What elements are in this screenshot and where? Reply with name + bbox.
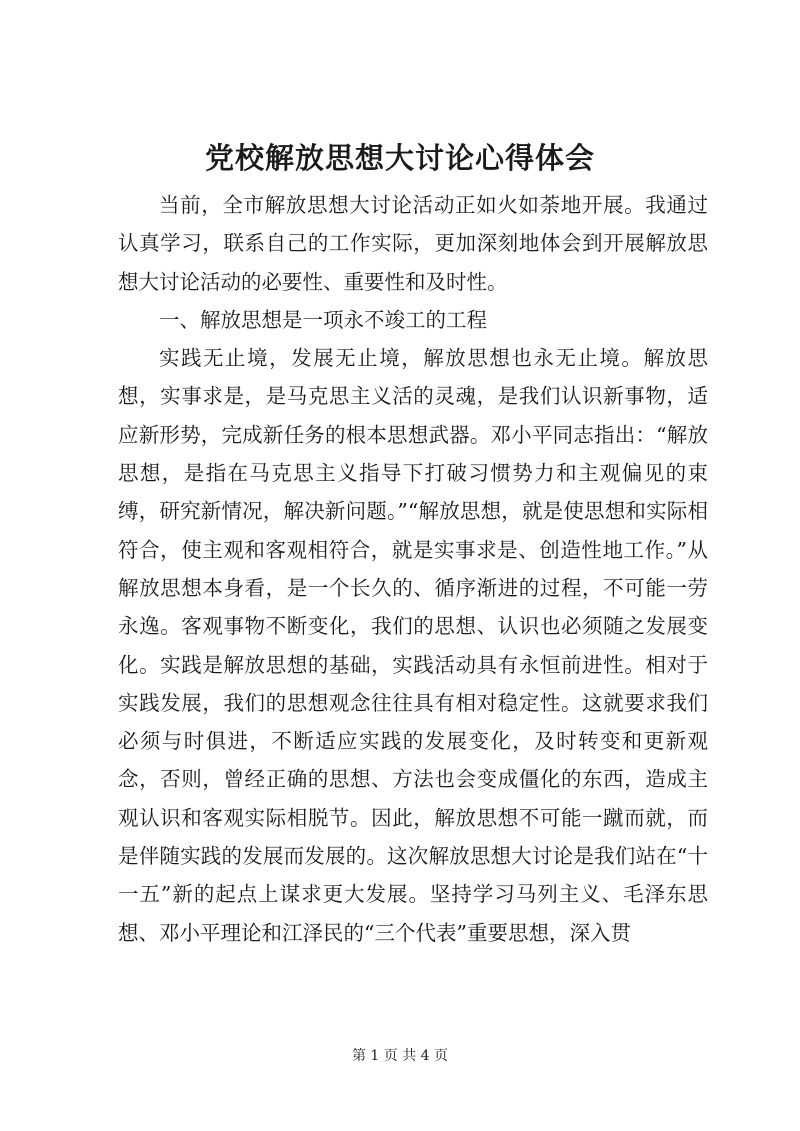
page-number-footer: 第 1 页 共 4 页: [351, 1048, 449, 1064]
document-title: 党校解放思想大讨论心得体会: [204, 141, 595, 175]
paragraph-intro: 当前，全市解放思想大讨论活动正如火如荼地开展。我通过认真学习，联系自己的工作实际，更加深刻地体会到开展解放思想大讨论活动的必要性、重要性和及时性。: [118, 193, 708, 294]
paragraph-section-1: 实践无止境，发展无止境，解放思想也永无止境。解放思想，实事求是，是马克思主义活的灵魂，是我们认识新事物，适应新形势，完成新任务的根本思想武器。邓小平同志指出：“解放思想，是指在马克思主义指导下打破习惯势力和主观偏见的束缚，研究新情况，解决新问题。”“解放思想，就是使思想和实际相符合，使主观和客观相符合，就是实事求是、创造性地工作。”从解放思想本身看，是一个长久的、循序渐进的过程，不可能一劳永逸。客观事物不断变化，我们的思想、认识也必须随之发展变化。实践是解放思想的基础，实践活动具有永恒前进性。相对于实践发展，我们的思想观念往往具有相对稳定性。这就要求我们必须与时俱进，不断适应实践的发展变化，及时转变和更新观念，否则，曾经正确的思想、方法也会变成僵化的东西，造成主观认识和客观实际相脱节。因此，解放思想不可能一蹴而就，而是伴随实践的发展而发展的。这次解放思想大讨论是我们站在“十一五”新的起点上谋求更大发展。坚持学习马列主义、毛泽东思想、邓小平理论和江泽民的“三个代表”重要思想，深入贯: [118, 346, 708, 945]
document-body: [118, 186, 708, 952]
section-heading: 一、解放思想是一项永不竣工的工程: [159, 307, 487, 332]
